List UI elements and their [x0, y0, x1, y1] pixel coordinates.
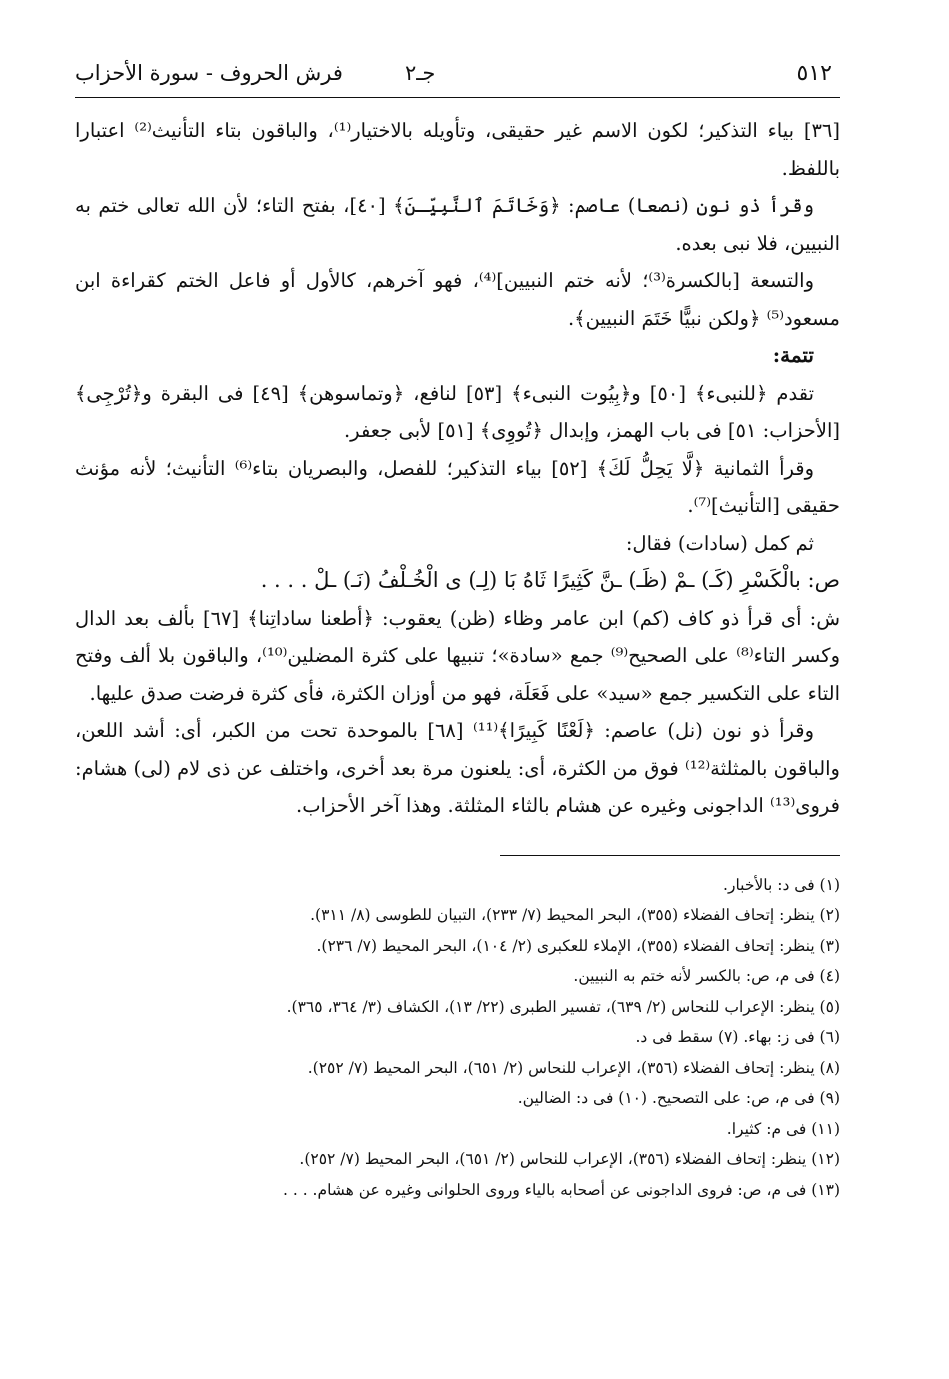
- verse-line: ص: بالْكَسْرِ (كَـ) ـمْ (ظَـ) ـنَّ كَثِيرًا ثَاهُ بَا (لِـ) ى الْخُـلْفُ (نَـ) ـلْ . . . .: [260, 568, 840, 592]
- footnote: (٨) ينظر: إتحاف الفضلاء (٣٥٦)، الإعراب للنحاس (٢/ ٦٥١)، البحر المحيط (٧/ ٢٥٢).: [307, 1058, 840, 1077]
- paragraph: [٣٦] بياء التذكير؛ لكون الاسم غير حقيقى، وتأويله بالاختيار⁽¹⁾، والباقون بتاء التأنيث⁽²⁾ اعتبارا باللفظ.: [75, 119, 840, 180]
- footnotes: [75, 870, 840, 1206]
- paragraph: تقدم ﴿للنبىء﴾ [٥٠] و﴿بِيُوت النبىء﴾ [٥٣] لنافع، ﴿وتماسوهن﴾ [٤٩] فى البقرة و﴿تُرْجِى﴾ [الأحزاب: ٥١] فى باب الهمز، وإبدال ﴿تُووِى﴾ [٥١] لأبى جعفر.: [75, 381, 840, 442]
- footnote: (٥) ينظر: الإعراب للنحاس (٢/ ٦٣٩)، تفسير الطبرى (٢٢/ ١٣)، الكشاف (٣/ ٣٦٤، ٣٦٥).: [286, 997, 840, 1016]
- page-number: ٥١٢: [796, 61, 832, 86]
- footnote: (١١) فى م: كثيرا.: [726, 1119, 840, 1138]
- main-text: [75, 112, 840, 825]
- footnote: (١) فى د: بالأخبار.: [723, 875, 840, 894]
- footnote: (٤) فى م، ص: بالكسر لأنه ختم به النبيين.: [573, 967, 840, 985]
- chapter-title: فرش الحروف - سورة الأحزاب: [75, 61, 343, 85]
- volume-label: جـ٢: [405, 61, 436, 85]
- commentary-paragraph: ش: أى قرأ ذو كاف (كم) ابن عامر وظاء (ظن) يعقوب: ﴿أطعنا ساداتِنا﴾ [٦٧] بألف بعد الدال وكسر التاء⁽⁸⁾ على الصحيح⁽⁹⁾ جمع «سادة»؛ تنبيها على كثرة المضلين⁽¹⁰⁾، والباقون بلا ألف وفتح التاء على التكسير جمع «سيد» على فَعَلَة، فهو من أوزان الكثرة، فأى كثرة فرضت صدق عليها.: [75, 606, 840, 705]
- book-page: [75, 55, 840, 1205]
- footnote: (٢) ينظر: إتحاف الفضلاء (٣٥٥)، البحر المحيط (٧/ ٢٣٣)، التبيان للطوسى (٨/ ٣١١).: [310, 906, 840, 924]
- footnote-divider: [500, 855, 840, 856]
- footnote: (٣) ينظر: إتحاف الفضلاء (٣٥٥)، الإملاء للعكبرى (٢/ ١٠٤)، البحر المحيط (٧/ ٢٣٦).: [316, 936, 840, 955]
- paragraph: وقرأ الثمانية ﴿لَّا يَحِلُّ لَكَ﴾ [٥٢] بياء التذكير؛ للفصل، والبصريان بتاء⁽⁶⁾ التأنيث؛ لأنه مؤنث حقيقى [التأنيث]⁽⁷⁾.: [75, 456, 840, 517]
- footnote: (١٣) فى م، ص: فروى الداجونى عن أصحابه بالياء وروى الحلوانى وغيره عن هشام. . . .: [283, 1180, 840, 1199]
- section-heading: تتمة:: [772, 343, 814, 367]
- paragraph: وقرأ ذو نون (نصعا) عاصم: ﴿وَخَاتَمَ ٱلنَّبِيِّـنَ﴾ [٤٠]، بفتح التاء؛ لأن الله تعالى ختم به النبيين، فلا نبى بعده.: [75, 194, 840, 255]
- paragraph: والتسعة [بالكسرة⁽³⁾؛ لأنه ختم النبيين]⁽⁴⁾، فهو آخرهم، كالأول أو فاعل الختم كقراءة ابن مسعود⁽⁵⁾ ﴿ولكن نبيًّا خَتَمَ النبيين﴾.: [75, 269, 840, 330]
- paragraph: وقرأ ذو نون (نل) عاصم: ﴿لَعْنًا كَبِيرًا﴾⁽¹¹⁾ [٦٨] بالموحدة تحت من الكبر، أى: أشد اللعن، والباقون بالمثلثة⁽¹²⁾ فوق من الكثرة، أى: يلعنون مرة بعد أخرى، واختلف عن ذى لام (لى) هشام: فروى⁽¹³⁾ الداجونى وغيره عن هشام بالثاء المثلثة. وهذا آخر الأحزاب.: [75, 719, 840, 817]
- paragraph: ثم كمل (سادات) فقال:: [625, 531, 814, 555]
- footnote: (١٢) ينظر: إتحاف الفضلاء (٣٥٦)، الإعراب للنحاس (٢/ ٦٥١)، البحر المحيط (٧/ ٢٥٢).: [299, 1150, 840, 1168]
- running-header: [75, 55, 840, 98]
- footnote: (٦) فى ز: بهاء. (٧) سقط فى د.: [635, 1028, 840, 1046]
- footnote: (٩) فى م، ص: على التصحيح. (١٠) فى د: الضالين.: [517, 1089, 840, 1107]
